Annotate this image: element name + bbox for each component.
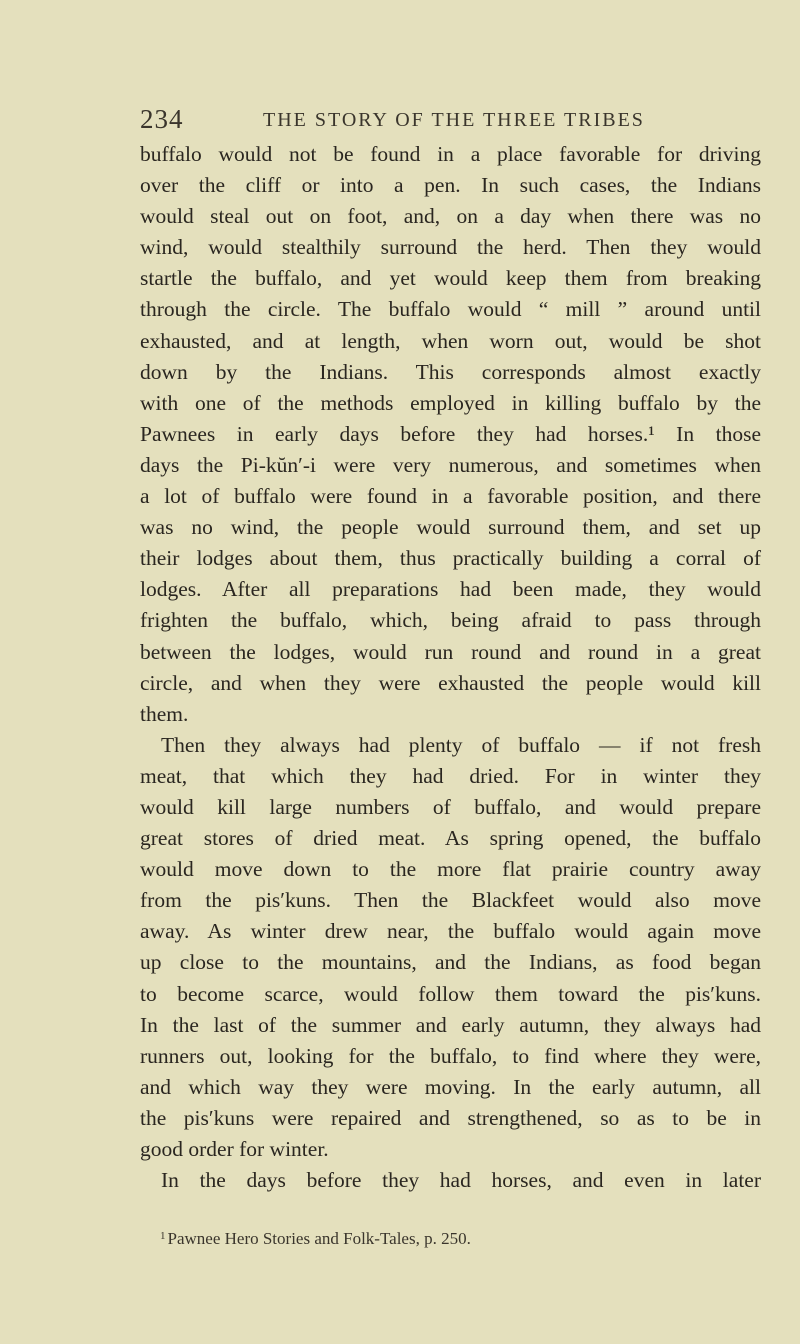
running-title: THE STORY OF THE THREE TRIBES (263, 109, 645, 131)
text-line: exhausted, and at length, when worn out, would be shot (140, 328, 761, 353)
text-line: a lot of buffalo were found in a favorable position, and there (140, 484, 761, 509)
text-line: would steal out on foot, and, on a day when there was no (140, 204, 761, 229)
paragraph-end-line: good order for winter. (140, 1137, 329, 1161)
footnote (160, 1229, 471, 1249)
text-line: up close to the mountains, and the Indians, as food began (140, 950, 761, 975)
page-number: 234 (140, 104, 184, 134)
text-line: great stores of dried meat. As spring opened, the buffalo (140, 826, 761, 851)
text-line: from the pis′kuns. Then the Blackfeet would also move (140, 888, 761, 913)
text-line: runners out, looking for the buffalo, to find where they were, (140, 1043, 761, 1068)
running-head (140, 104, 760, 134)
text-line: lodges. After all preparations had been made, they would (140, 577, 761, 602)
text-line: would move down to the more flat prairie country away (140, 857, 761, 882)
text-line: Pawnees in early days before they had horses.¹ In those (140, 421, 761, 446)
text-line: over the cliff or into a pen. In such cases, the Indians (140, 173, 761, 198)
text-line: the pis′kuns were repaired and strengthened, so as to be in (140, 1105, 761, 1130)
text-line: down by the Indians. This corresponds almost exactly (140, 359, 761, 384)
text-line: startle the buffalo, and yet would keep them from breaking (140, 266, 761, 291)
text-line: circle, and when they were exhausted the people would kill (140, 670, 761, 695)
text-line: wind, would stealthily surround the herd. Then they would (140, 235, 761, 260)
body-text (140, 139, 761, 1196)
text-line: was no wind, the people would surround them, and set up (140, 515, 761, 540)
text-line: days the Pi-kŭn′-i were very numerous, and sometimes when (140, 452, 761, 477)
text-line: to become scarce, would follow them toward the pis′kuns. (140, 981, 761, 1006)
paragraph-first-line: Then they always had plenty of buffalo — if not fresh (161, 732, 761, 757)
text-line: would kill large numbers of buffalo, and would prepare (140, 794, 761, 819)
text-line: away. As winter drew near, the buffalo would again move (140, 919, 761, 944)
text-line: with one of the methods employed in killing buffalo by the (140, 390, 761, 415)
text-line: through the circle. The buffalo would “ mill ” around until (140, 297, 761, 322)
text-line: between the lodges, would run round and round in a great (140, 639, 761, 664)
text-line: In the last of the summer and early autumn, they always had (140, 1012, 761, 1037)
paragraph-end-line: them. (140, 701, 189, 726)
footnote-text: Pawnee Hero Stories and Folk-Tales, p. 250. (167, 1229, 471, 1248)
footnote-marker: 1 (160, 1230, 166, 1242)
text-line: meat, that which they had dried. For in winter they (140, 763, 761, 788)
text-line: buffalo would not be found in a place favorable for driving (140, 142, 761, 166)
text-line: their lodges about them, thus practically building a corral of (140, 546, 761, 571)
text-line: frighten the buffalo, which, being afraid to pass through (140, 608, 761, 633)
text-line: and which way they were moving. In the early autumn, all (140, 1074, 761, 1099)
paragraph-first-line: In the days before they had horses, and even in later (161, 1168, 761, 1193)
